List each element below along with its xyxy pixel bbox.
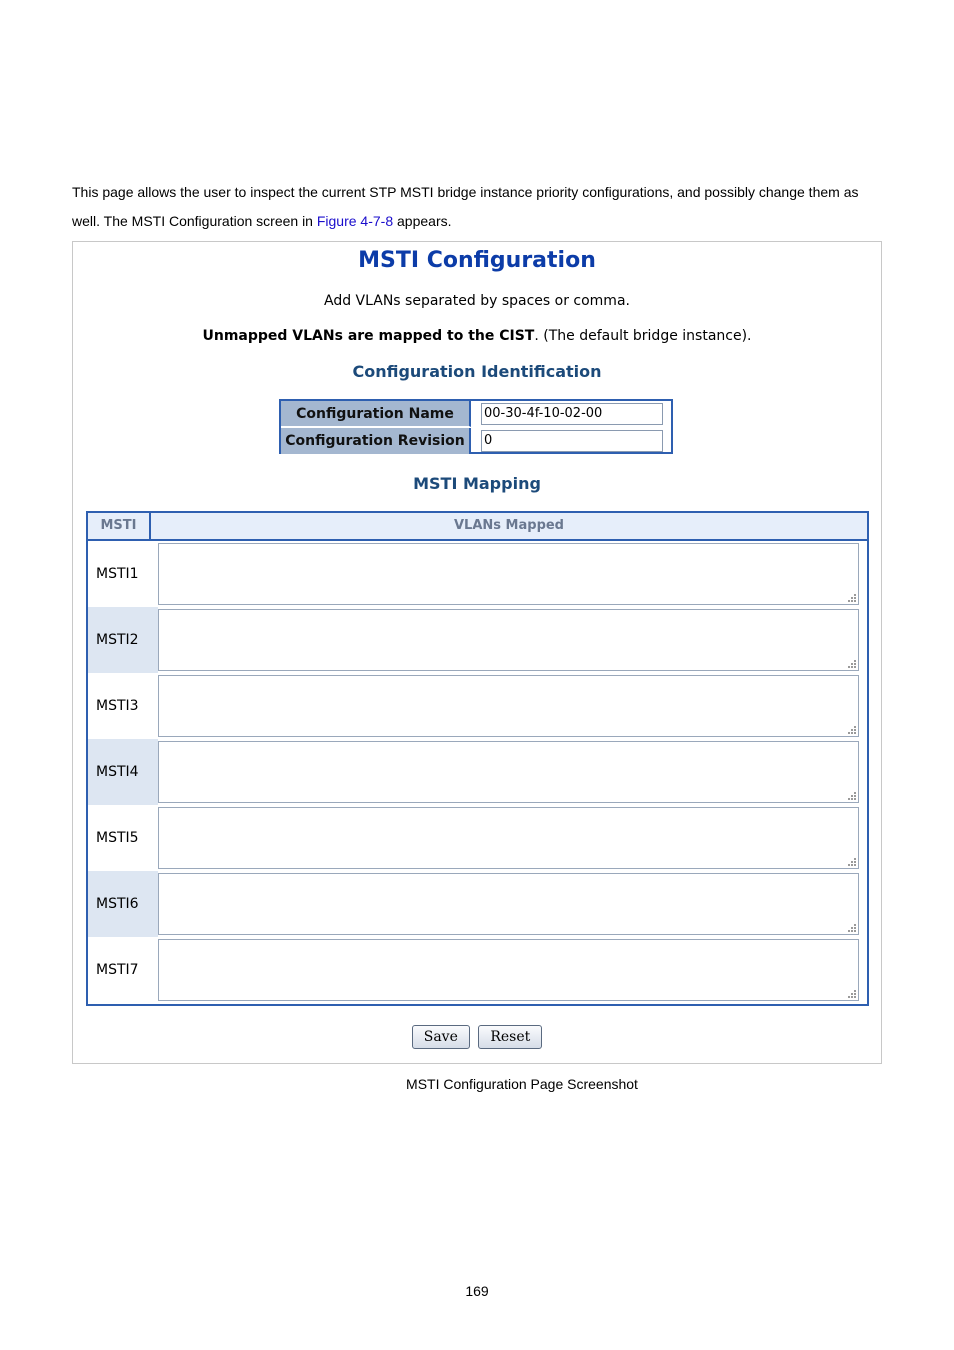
config-revision-row — [281, 428, 671, 454]
config-identification-title: Configuration Identification — [352, 362, 602, 381]
vlans-textarea[interactable] — [158, 609, 859, 671]
page-number: 169 — [465, 1283, 489, 1299]
resize-grip-icon[interactable] — [846, 988, 856, 998]
msti-label: MSTI3 — [96, 698, 139, 714]
msti-label: MSTI6 — [88, 871, 158, 937]
table-row — [88, 871, 867, 937]
vlans-textarea[interactable] — [158, 939, 859, 1001]
resize-grip-icon[interactable] — [846, 658, 856, 668]
col-msti-header: MSTI — [88, 513, 151, 539]
config-revision-input[interactable]: 0 — [481, 430, 663, 452]
msti-mapping-title: MSTI Mapping — [413, 474, 541, 493]
config-identification-table — [279, 399, 673, 454]
config-name-label: Configuration Name — [281, 401, 471, 427]
vlans-textarea[interactable] — [158, 741, 859, 803]
resize-grip-icon[interactable] — [846, 592, 856, 602]
intro-paragraph — [72, 178, 887, 236]
table-row — [88, 673, 867, 739]
vlans-textarea[interactable] — [158, 675, 859, 737]
save-button[interactable]: Save — [412, 1025, 470, 1049]
mapping-header — [88, 513, 867, 541]
table-row — [88, 541, 867, 607]
intro-text: This page allows the user to inspect the current STP MSTI bridge instance priority configurations, and possibly change them as well. The MSTI Configuration screen in — [72, 184, 859, 229]
config-name-row — [281, 401, 671, 427]
vlans-textarea[interactable] — [158, 807, 859, 869]
resize-grip-icon[interactable] — [846, 856, 856, 866]
figure-caption: MSTI Configuration Page Screenshot — [406, 1076, 638, 1092]
screenshot-frame — [72, 241, 882, 1064]
msti-label: MSTI4 — [88, 739, 158, 805]
msti-label: MSTI2 — [88, 607, 158, 673]
vlan-hint: Add VLANs separated by spaces or comma. — [324, 293, 630, 309]
col-vlans-header: VLANs Mapped — [454, 518, 564, 533]
msti-label: MSTI5 — [96, 830, 139, 846]
intro-text-end: appears. — [393, 213, 452, 229]
table-row — [88, 607, 867, 673]
table-row — [88, 805, 867, 871]
figure-link[interactable]: Figure 4-7-8 — [316, 213, 394, 229]
resize-grip-icon[interactable] — [846, 724, 856, 734]
msti-mapping-table — [86, 511, 869, 1006]
vlans-textarea[interactable] — [158, 543, 859, 605]
cist-note — [73, 328, 881, 344]
config-revision-label: Configuration Revision — [281, 428, 471, 454]
resize-grip-icon[interactable] — [846, 790, 856, 800]
button-bar — [73, 1025, 881, 1049]
config-name-input[interactable]: 00-30-4f-10-02-00 — [481, 403, 663, 425]
cist-note-rest: . (The default bridge instance). — [534, 328, 752, 344]
reset-button[interactable]: Reset — [478, 1025, 542, 1049]
page-title: MSTI Configuration — [358, 248, 596, 273]
resize-grip-icon[interactable] — [846, 922, 856, 932]
table-row — [88, 739, 867, 805]
msti-label: MSTI7 — [96, 962, 139, 978]
msti-label: MSTI1 — [96, 566, 139, 582]
cist-note-bold: Unmapped VLANs are mapped to the CIST — [202, 328, 535, 344]
vlans-textarea[interactable] — [158, 873, 859, 935]
table-row — [88, 937, 867, 1003]
